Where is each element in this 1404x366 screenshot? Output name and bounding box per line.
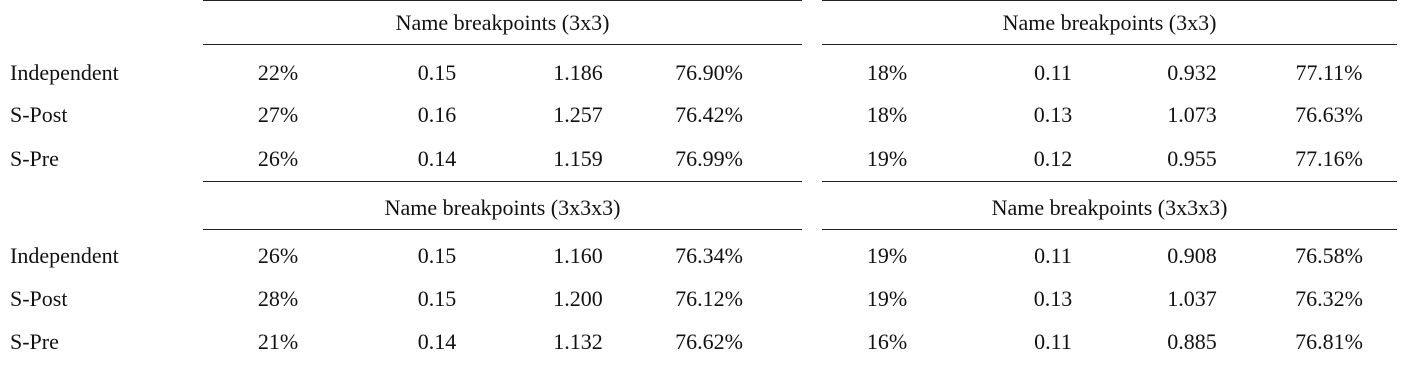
group-header-left: Name breakpoints (3x3x3) [384, 195, 621, 220]
table-cell-left: 0.16 [417, 102, 457, 127]
table-cell-left: 0.15 [417, 243, 457, 268]
header-rule-right [822, 229, 1397, 230]
table-cell-left: 1.186 [553, 60, 603, 85]
table-cell-left: 0.15 [417, 60, 457, 85]
header-rule-left [203, 229, 802, 230]
table-cell-left: 1.132 [553, 329, 603, 354]
table-cell-right: 76.63% [1295, 102, 1363, 127]
group-header-left: Name breakpoints (3x3) [395, 10, 610, 35]
table-cell-right: 0.11 [1034, 60, 1072, 85]
row-label: S-Pre [10, 146, 59, 171]
header-rule-right [822, 44, 1397, 45]
row-label: S-Post [10, 102, 68, 127]
table-cell-right: 77.11% [1295, 60, 1363, 85]
row-label: S-Pre [10, 329, 59, 354]
table-cell-right: 0.932 [1167, 60, 1217, 85]
table-cell-right: 0.885 [1167, 329, 1217, 354]
table-cell-left: 28% [257, 286, 299, 311]
table-cell-right: 0.908 [1167, 243, 1217, 268]
section-rule-left [203, 181, 802, 182]
table-cell-right: 76.32% [1295, 286, 1363, 311]
row-label: Independent [10, 60, 119, 85]
top-rule-right [822, 0, 1397, 1]
table-cell-right: 76.81% [1295, 329, 1363, 354]
table-cell-left: 22% [257, 60, 299, 85]
table-cell-left: 76.90% [675, 60, 743, 85]
table-cell-left: 76.34% [675, 243, 743, 268]
table-cell-left: 0.14 [417, 329, 457, 354]
table-cell-right: 0.13 [1033, 102, 1073, 127]
table-cell-left: 0.14 [417, 146, 457, 171]
top-rule-left [203, 0, 802, 1]
table-cell-right: 0.13 [1033, 286, 1073, 311]
table-cell-left: 1.200 [553, 286, 603, 311]
table-cell-right: 1.073 [1167, 102, 1217, 127]
table-cell-left: 0.15 [417, 286, 457, 311]
table-cell-right: 18% [866, 102, 908, 127]
table-cell-left: 76.12% [675, 286, 743, 311]
table-cell-left: 1.159 [553, 146, 603, 171]
table-cell-right: 77.16% [1295, 146, 1363, 171]
section-rule-right [822, 181, 1397, 182]
table-cell-right: 0.955 [1167, 146, 1217, 171]
table-cell-right: 19% [866, 146, 908, 171]
header-rule-left [203, 44, 802, 45]
table-cell-right: 18% [866, 60, 908, 85]
table-cell-right: 0.11 [1034, 243, 1072, 268]
group-header-right: Name breakpoints (3x3) [1002, 10, 1217, 35]
table-cell-right: 19% [866, 243, 908, 268]
table-cell-left: 1.257 [553, 102, 603, 127]
table-cell-left: 1.160 [553, 243, 603, 268]
table-cell-right: 19% [866, 286, 908, 311]
table-cell-left: 26% [257, 146, 299, 171]
table-cell-left: 76.62% [675, 329, 743, 354]
table-cell-right: 76.58% [1295, 243, 1363, 268]
table-cell-right: 0.11 [1034, 329, 1072, 354]
table-cell-right: 16% [866, 329, 908, 354]
table-cell-left: 27% [257, 102, 299, 127]
row-label: S-Post [10, 286, 68, 311]
table-cell-left: 76.99% [675, 146, 743, 171]
row-label: Independent [10, 243, 119, 268]
table-cell-left: 21% [257, 329, 299, 354]
group-header-right: Name breakpoints (3x3x3) [991, 195, 1228, 220]
table-cell-left: 26% [257, 243, 299, 268]
table-cell-right: 1.037 [1167, 286, 1217, 311]
table-cell-left: 76.42% [675, 102, 743, 127]
table-cell-right: 0.12 [1033, 146, 1073, 171]
